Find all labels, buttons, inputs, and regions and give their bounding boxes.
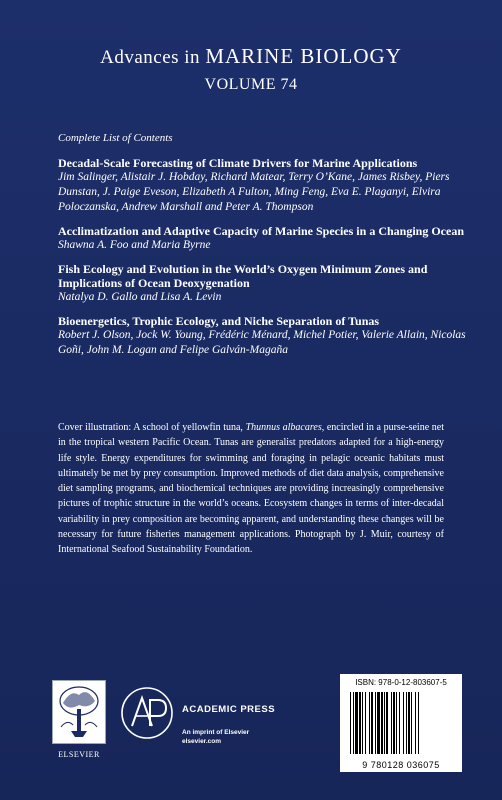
contents-list [58,156,478,367]
publisher-website: elsevier.com [182,738,222,745]
publisher-area [0,672,502,800]
barcode-bar [408,692,410,754]
barcode-bar [350,692,351,754]
barcode-bars-icon [350,692,452,754]
elsevier-tree-icon [53,681,105,743]
contents-entry [58,262,478,305]
barcode-digits: 9 780128 036075 [362,760,440,770]
barcode [340,674,462,772]
barcode-bar [411,692,412,754]
contents-entry [58,224,478,253]
barcode-bar [418,692,419,754]
entry-authors: Robert J. Olson, Jock W. Young, Frédéric Ménard, Michel Potier, Valerie Allain, Nicolas Goñi, John M. Logan and Felipe Galván-Magaña [58,329,466,356]
contents-heading: Complete List of Contents [58,132,173,144]
elsevier-logo [52,680,106,744]
cover-text-part2: , encircled in a purse-seine net in the tropical western Pacific Ocean. Tunas are generalist predators adapted for a high-energy life style. Energy expenditures for swimming and foraging in pelagic oceanic habitats must ultimately be met by prey consumption. Improved methods of diet data analysis, comprehensive diet sampling programs, and biochemical techniques are providing increasingly comprehensive pictures of trophic structure in the world’s oceans. Ecosystem changes in terms of inter-decadal variability in prey composition are becoming apparent, and understanding these changes will be necessary for future fisheries management applications. Photograph by J. Muir, courtesy of International Seafood Sustainability Foundation. [58,422,444,556]
barcode-bar [359,692,361,754]
species-name: Thunnus albacares [245,422,322,433]
barcode-bar [353,692,354,754]
barcode-bar [399,692,400,754]
cover-text-part1: Cover illustration: A school of yellowfin tuna, [58,422,246,433]
barcode-bar [393,692,395,754]
contents-entry [58,314,478,358]
barcode-bar [386,692,388,754]
barcode-bar [362,692,363,754]
barcode-bar [391,692,392,754]
barcode-bar [369,692,370,754]
cover-illustration-description [58,420,444,558]
barcode-bar [415,692,416,754]
barcode-bar [403,692,404,754]
barcode-bar [384,692,385,754]
barcode-bar [375,692,376,754]
entry-title: Decadal-Scale Forecasting of Climate Drivers for Marine Applications [58,156,418,170]
barcode-bar [355,692,358,754]
barcode-bar [365,692,366,754]
entry-authors: Jim Salinger, Alistair J. Hobday, Richard Matear, Terry O’Kane, James Risbey, Piers Dunstan, J. Paige Eveson, Elizabeth A Fulton, Ming Feng, Eva E. Plaganyi, Elvira Poloczanska, Andrew Marshall and Peter A. Thompson [58,171,450,213]
barcode-bar [377,692,380,754]
academic-press-logo-icon [120,686,174,740]
volume-number: VOLUME 74 [204,76,298,93]
imprint-line: An imprint of Elsevier [182,729,250,736]
imprint-text [182,728,249,746]
press-name: ACADEMIC PRESS [182,704,276,715]
contents-entry [58,156,478,215]
elsevier-label: ELSEVIER [58,750,100,759]
entry-authors: Shawna A. Foo and Maria Byrne [58,239,211,251]
entry-title: Acclimatization and Adaptive Capacity of Marine Species in a Changing Ocean [58,224,464,238]
entry-title: Fish Ecology and Evolution in the World’s Oxygen Minimum Zones and Implications of Ocean Deoxygenation [58,262,428,290]
series-prefix: Advances in [100,47,201,68]
series-title [0,44,502,69]
barcode-bar [371,692,373,754]
series-name: MARINE BIOLOGY [205,44,402,68]
barcode-bar [396,692,397,754]
barcode-bar [406,692,407,754]
entry-authors: Natalya D. Gallo and Lisa A. Levin [58,291,222,303]
isbn-number: ISBN: 978-0-12-803607-5 [355,678,447,687]
barcode-bar [381,692,383,754]
entry-title: Bioenergetics, Trophic Ecology, and Niche Separation of Tunas [58,314,380,328]
